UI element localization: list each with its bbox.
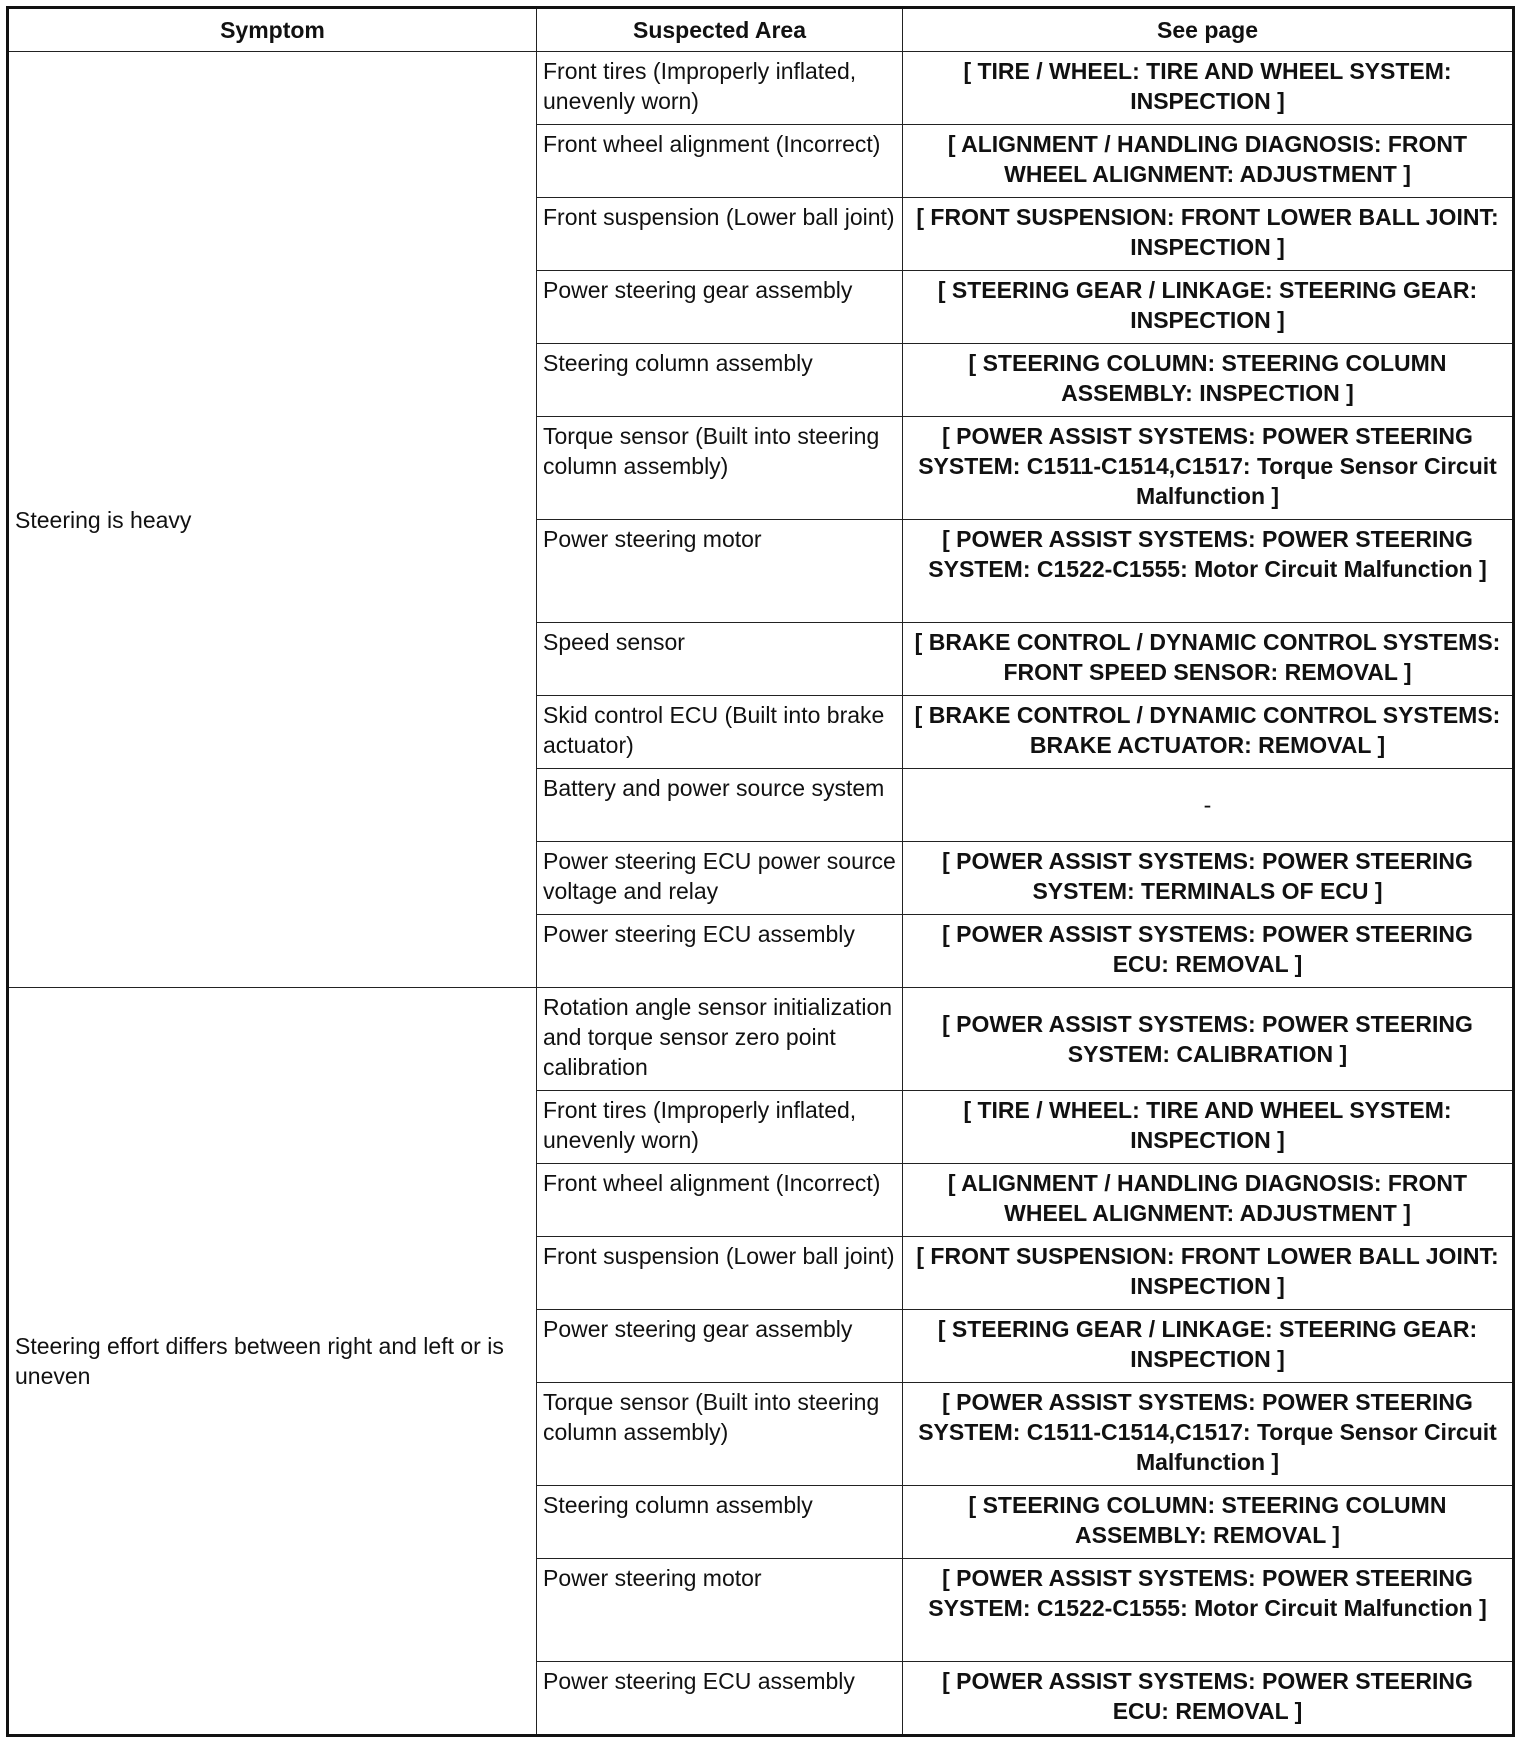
troubleshooting-table: [6, 6, 1515, 1737]
header-symptom: Symptom: [8, 8, 537, 52]
see-page-link[interactable]: [ POWER ASSIST SYSTEMS: POWER STEERING SYSTEM: C1522-C1555: Motor Circuit Malfunction ]: [903, 1559, 1514, 1662]
see-page-link[interactable]: [ STEERING GEAR / LINKAGE: STEERING GEAR: INSPECTION ]: [903, 271, 1514, 344]
see-page-link[interactable]: [ STEERING GEAR / LINKAGE: STEERING GEAR: INSPECTION ]: [903, 1310, 1514, 1383]
see-page-link[interactable]: [ POWER ASSIST SYSTEMS: POWER STEERING SYSTEM: C1511-C1514,C1517: Torque Sensor Circuit Malfunction ]: [903, 1383, 1514, 1486]
suspected-area-cell: Power steering motor: [537, 1559, 903, 1662]
table-row: [8, 52, 1514, 125]
see-page-link[interactable]: [ ALIGNMENT / HANDLING DIAGNOSIS: FRONT WHEEL ALIGNMENT: ADJUSTMENT ]: [903, 1164, 1514, 1237]
see-page-link[interactable]: [ STEERING COLUMN: STEERING COLUMN ASSEMBLY: INSPECTION ]: [903, 344, 1514, 417]
see-page-link[interactable]: [ POWER ASSIST SYSTEMS: POWER STEERING SYSTEM: C1511-C1514,C1517: Torque Sensor Circuit Malfunction ]: [903, 417, 1514, 520]
see-page-link[interactable]: [ POWER ASSIST SYSTEMS: POWER STEERING ECU: REMOVAL ]: [903, 915, 1514, 988]
suspected-area-cell: Power steering ECU assembly: [537, 915, 903, 988]
suspected-area-cell: Power steering ECU power source voltage and relay: [537, 842, 903, 915]
symptom-cell: Steering is heavy: [8, 52, 537, 988]
see-page-link[interactable]: [ POWER ASSIST SYSTEMS: POWER STEERING SYSTEM: TERMINALS OF ECU ]: [903, 842, 1514, 915]
suspected-area-cell: Front suspension (Lower ball joint): [537, 1237, 903, 1310]
see-page-link[interactable]: [ POWER ASSIST SYSTEMS: POWER STEERING SYSTEM: CALIBRATION ]: [903, 988, 1514, 1091]
see-page-link[interactable]: [ BRAKE CONTROL / DYNAMIC CONTROL SYSTEMS: BRAKE ACTUATOR: REMOVAL ]: [903, 696, 1514, 769]
symptom-cell: Steering effort differs between right and left or is uneven: [8, 988, 537, 1736]
see-page-link[interactable]: [ FRONT SUSPENSION: FRONT LOWER BALL JOINT: INSPECTION ]: [903, 1237, 1514, 1310]
suspected-area-cell: Battery and power source system: [537, 769, 903, 842]
suspected-area-cell: Front wheel alignment (Incorrect): [537, 125, 903, 198]
header-suspected-area: Suspected Area: [537, 8, 903, 52]
suspected-area-cell: Front suspension (Lower ball joint): [537, 198, 903, 271]
suspected-area-cell: Skid control ECU (Built into brake actuator): [537, 696, 903, 769]
suspected-area-cell: Front tires (Improperly inflated, unevenly worn): [537, 52, 903, 125]
suspected-area-cell: Speed sensor: [537, 623, 903, 696]
header-see-page: See page: [903, 8, 1514, 52]
suspected-area-cell: Torque sensor (Built into steering column assembly): [537, 1383, 903, 1486]
suspected-area-cell: Power steering ECU assembly: [537, 1662, 903, 1736]
see-page-link[interactable]: [ ALIGNMENT / HANDLING DIAGNOSIS: FRONT WHEEL ALIGNMENT: ADJUSTMENT ]: [903, 125, 1514, 198]
suspected-area-cell: Front tires (Improperly inflated, unevenly worn): [537, 1091, 903, 1164]
suspected-area-cell: Rotation angle sensor initialization and torque sensor zero point calibration: [537, 988, 903, 1091]
see-page-link[interactable]: [ STEERING COLUMN: STEERING COLUMN ASSEMBLY: REMOVAL ]: [903, 1486, 1514, 1559]
see-page-link[interactable]: [ TIRE / WHEEL: TIRE AND WHEEL SYSTEM: INSPECTION ]: [903, 52, 1514, 125]
see-page-link[interactable]: [ FRONT SUSPENSION: FRONT LOWER BALL JOINT: INSPECTION ]: [903, 198, 1514, 271]
see-page-link[interactable]: [ TIRE / WHEEL: TIRE AND WHEEL SYSTEM: INSPECTION ]: [903, 1091, 1514, 1164]
header-row: [8, 8, 1514, 52]
suspected-area-cell: Steering column assembly: [537, 1486, 903, 1559]
suspected-area-cell: Torque sensor (Built into steering column assembly): [537, 417, 903, 520]
see-page-link[interactable]: [ POWER ASSIST SYSTEMS: POWER STEERING ECU: REMOVAL ]: [903, 1662, 1514, 1736]
table-row: [8, 988, 1514, 1091]
suspected-area-cell: Power steering gear assembly: [537, 271, 903, 344]
see-page-link[interactable]: [ BRAKE CONTROL / DYNAMIC CONTROL SYSTEMS: FRONT SPEED SENSOR: REMOVAL ]: [903, 623, 1514, 696]
suspected-area-cell: Steering column assembly: [537, 344, 903, 417]
suspected-area-cell: Power steering gear assembly: [537, 1310, 903, 1383]
see-page-link[interactable]: [ POWER ASSIST SYSTEMS: POWER STEERING SYSTEM: C1522-C1555: Motor Circuit Malfunction ]: [903, 520, 1514, 623]
suspected-area-cell: Front wheel alignment (Incorrect): [537, 1164, 903, 1237]
suspected-area-cell: Power steering motor: [537, 520, 903, 623]
see-page-empty: -: [903, 769, 1514, 842]
